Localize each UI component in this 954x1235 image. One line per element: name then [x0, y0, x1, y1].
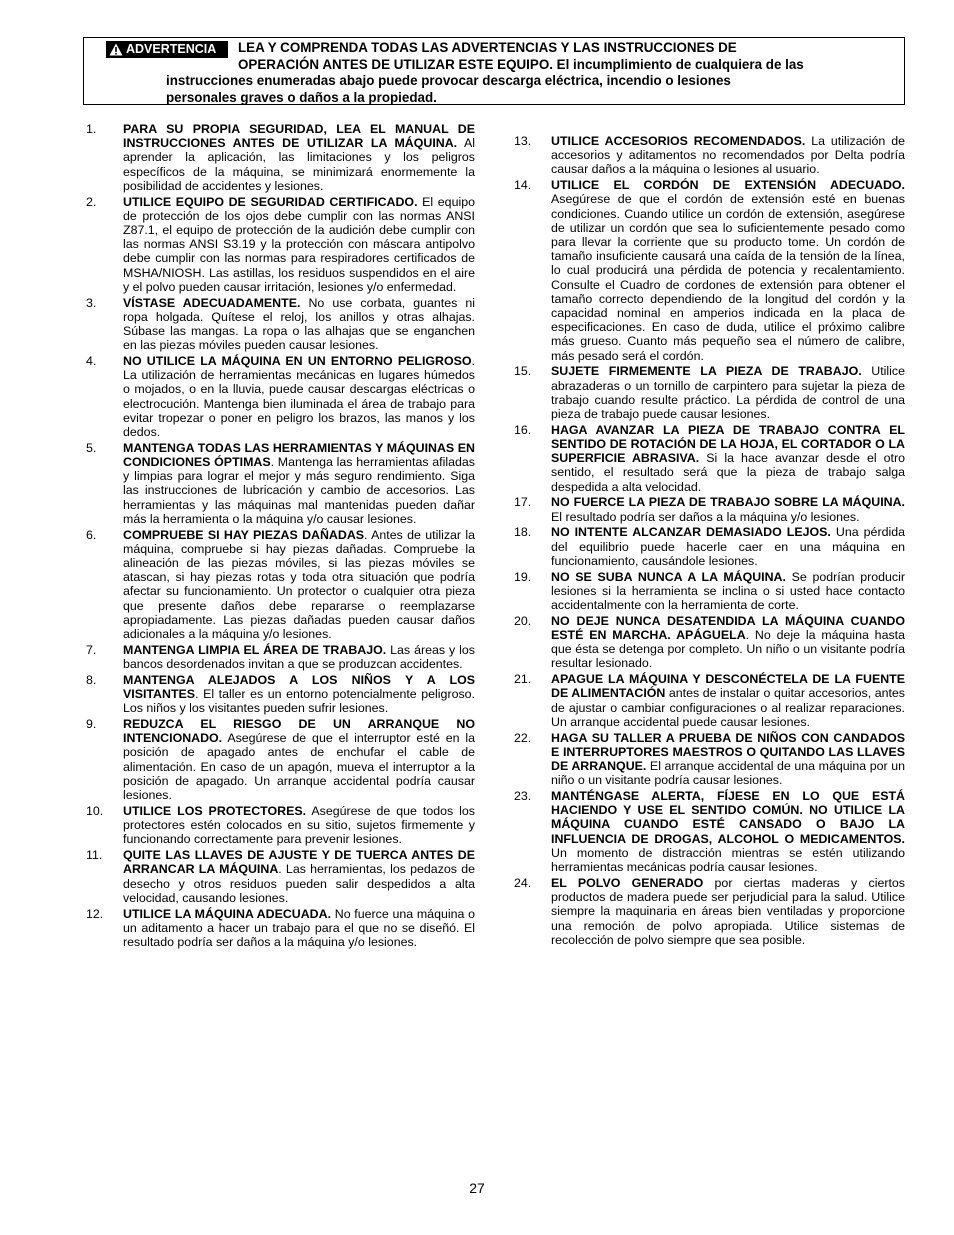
warning-badge-label: ADVERTENCIA: [126, 42, 217, 56]
item-text: Asegúrese de que todos los protectores estén colocados en su sitio, sujetos firmemente y funcionando correctamente para prevenir lesiones.: [123, 803, 475, 847]
item-heading: UTILICE ACCESORIOS RECOMENDADOS.: [551, 134, 806, 148]
list-item: [86, 528, 475, 642]
item-heading: NO DEJE NUNCA DESATENDIDA LA MÁQUINA CUANDO ESTÉ EN MARCHA. APÁGUELA: [551, 613, 905, 643]
list-item: [86, 122, 475, 193]
item-text: . Mantenga las herramientas afiladas y limpias para lograr el mejor y más seguro rendimiento. Siga las instrucciones de lubricación y cambio de accesorios. Las herramientas y las máquinas mal mantenidas pueden dañar más la herramienta o la máquina y/o causar lesiones.: [123, 455, 475, 526]
item-text: . Antes de utilizar la máquina, compruebe si hay piezas dañadas. Compruebe la alineación de las piezas móviles, si las piezas móviles se atascan, si hay piezas rotas y toda otra situación que podría afectar su funcionamiento. Un protector o cualquier otra pieza que presente daños debe repararse o reemplazarse apropiadamente. Las piezas dañadas pueden causar daños adicionales a la máquina y/o lesiones.: [123, 527, 475, 642]
list-item: [514, 178, 905, 363]
list-item: [514, 614, 905, 671]
item-number: 17.: [514, 495, 532, 510]
list-item: [514, 570, 905, 613]
item-heading: MANTENGA ALEJADOS A LOS NIÑOS Y A LOS VISITANTES: [123, 672, 475, 702]
list-item: [86, 296, 475, 353]
item-number: 23.: [514, 789, 532, 804]
item-number: 12.: [86, 906, 104, 921]
warning-line-3: instrucciones enumeradas abajo puede provocar descarga eléctrica, incendio o lesiones: [166, 73, 731, 89]
item-number: 18.: [514, 525, 532, 540]
item-text: Si la hace avanzar desde el otro sentido, el resultado será que la pieza de trabajo salga despedida a alta velocidad.: [551, 451, 905, 494]
item-heading: UTILICE EL CORDÓN DE EXTENSIÓN ADECUADO.: [551, 178, 905, 193]
item-heading: REDUZCA EL RIESGO DE UN ARRANQUE NO INTENCIONADO.: [123, 717, 475, 746]
item-number: 3.: [86, 295, 97, 310]
list-item: [86, 848, 475, 905]
page-number: 27: [469, 1180, 485, 1196]
list-item: [86, 195, 475, 294]
item-number: 21.: [514, 672, 532, 687]
item-heading: UTILICE LA MÁQUINA ADECUADA.: [123, 906, 332, 921]
item-text: Al aprender la aplicación, las limitaciones y los peligros específicos de la máquina, se minimizará enormemente la posibilidad de accidentes y lesiones.: [123, 136, 475, 193]
list-item: [514, 525, 905, 568]
item-text: . La utilización de herramientas mecánicas en lugares húmedos o mojados, o en la lluvia, puede causar descargas eléctricas o electrocución. Mantenga bien iluminada el área de trabajo para evitar tropezar o poner en peligro los brazos, las manos y los dedos.: [123, 354, 475, 440]
warning-triangle-icon: [109, 43, 123, 56]
item-heading: NO INTENTE ALCANZAR DEMASIADO LEJOS.: [551, 525, 831, 540]
item-text: El resultado podría ser daños a la máquina y/o lesiones.: [551, 509, 860, 524]
item-text: Las áreas y los bancos desordenados invitan a que se produzcan accidentes.: [123, 642, 476, 672]
list-item: [86, 673, 475, 716]
item-heading: NO SE SUBA NUNCA A LA MÁQUINA.: [551, 569, 786, 584]
item-number: 24.: [514, 875, 532, 890]
item-heading: PARA SU PROPIA SEGURIDAD, LEA EL MANUAL DE INSTRUCCIONES ANTES DE UTILIZAR LA MÁQUINA.: [123, 122, 475, 151]
item-text: Se podrían producir lesiones si la herramienta se inclina o si usted hace contacto accidentalmente con la herramienta de corte.: [551, 569, 905, 613]
item-text: Utilice abrazaderas o un tornillo de carpintero para sujetar la pieza de trabajo cuando resulte práctico. La pérdida de control de una pieza de trabajo puede causar lesiones.: [551, 364, 905, 422]
item-heading: HAGA AVANZAR LA PIEZA DE TRABAJO CONTRA EL SENTIDO DE ROTACIÓN DE LA HOJA, EL CORTADOR O LA SUPERFICIE ABRASIVA.: [551, 422, 905, 466]
warning-box: [83, 37, 905, 105]
item-text: Asegúrese de que el interruptor esté en la posición de apagado antes de enchufar el cable de alimentación. En caso de un apagón, mueva el interruptor a la posición de apagado. Un arranque accidental podría causar lesiones.: [123, 731, 475, 803]
item-heading: MANTENGA TODAS LAS HERRAMIENTAS Y MÁQUINAS EN CONDICIONES ÓPTIMAS: [123, 440, 475, 470]
item-heading: NO FUERCE LA PIEZA DE TRABAJO SOBRE LA MÁQUINA.: [551, 495, 905, 510]
item-number: 1.: [86, 122, 97, 136]
item-number: 19.: [514, 569, 532, 584]
item-number: 15.: [514, 364, 532, 379]
item-heading: HAGA SU TALLER A PRUEBA DE NIÑOS CON CANDADOS E INTERRUPTORES MAESTROS O QUITANDO LAS LLAVES DE ARRANQUE.: [551, 730, 905, 774]
list-item: [86, 441, 475, 526]
item-number: 6.: [86, 527, 97, 542]
item-number: 13.: [514, 134, 532, 148]
item-heading: VÍSTASE ADECUADAMENTE.: [123, 295, 301, 310]
left-column: [86, 122, 475, 951]
item-number: 9.: [86, 717, 97, 732]
right-column: [514, 134, 905, 949]
item-text: No use corbata, guantes ni ropa holgada. Quítese el reloj, los anillos y otras alhajas. Súbase las mangas. La ropa o las alhajas que se enganchen en las piezas móviles pueden causar lesiones.: [123, 295, 475, 353]
item-number: 11.: [86, 848, 103, 863]
list-item: [514, 731, 905, 788]
item-number: 8.: [86, 672, 97, 687]
list-item: [86, 643, 475, 671]
item-text: Una pérdida del equilibrio puede hacerle caer en una máquina en funcionamiento, causándole lesiones.: [551, 525, 905, 568]
item-text: No fuerce una máquina o un aditamento a hacer un trabajo para el que no se diseñó. El resultado podría ser daños a la máquina y/o lesiones.: [123, 906, 476, 949]
item-heading: QUITE LAS LLAVES DE AJUSTE Y DE TUERCA ANTES DE ARRANCAR LA MÁQUINA: [123, 848, 475, 877]
item-text: El equipo de protección de los ojos debe cumplir con las normas ANSI Z87.1, el equipo de protección de la audición debe cumplir con las normas ANSI S3.19 y la protección con máscara antipolvo debe cumplir con las normas para respiradores certificados de MSHA/NIOSH. Las astillas, los residuos suspendidos en el aire y el polvo pueden causar irritación, lesiones y/o enfermedad.: [123, 194, 475, 294]
item-number: 5.: [86, 440, 97, 455]
item-heading: APAGUE LA MÁQUINA Y DESCONÉCTELA DE LA FUENTE DE ALIMENTACIÓN: [551, 672, 905, 701]
item-heading: EL POLVO GENERADO: [551, 875, 704, 890]
list-item: [514, 423, 905, 494]
item-number: 2.: [86, 194, 97, 209]
warning-line-1: LEA Y COMPRENDA TODAS LAS ADVERTENCIAS Y LAS INSTRUCCIONES DE: [238, 40, 737, 55]
item-heading: COMPRUEBE SI HAY PIEZAS DAÑADAS: [123, 527, 365, 542]
warning-text: [166, 40, 901, 106]
list-item: [86, 717, 475, 802]
list-item: [514, 672, 905, 729]
list-item: [86, 907, 475, 950]
item-number: 10.: [86, 803, 104, 818]
item-text: . No deje la máquina hasta que ésta se detenga por completo. Un niño o un visitante podría resultar lesionado.: [551, 628, 905, 671]
item-number: 20.: [514, 613, 532, 628]
item-text: antes de instalar o quitar accesorios, antes de ajustar o cambiar configuraciones o al realizar reparaciones. Un arranque accidental puede causar lesiones.: [551, 686, 905, 729]
item-text: por ciertas maderas y ciertos productos de madera puede ser perjudicial para la salud. Utilice siempre la maquinaria en áreas bien ventiladas y proporcione una remoción de polvo apropiada. Utilice sistemas de recolección de polvo siempre que sea posible.: [551, 875, 906, 947]
item-number: 14.: [514, 178, 532, 193]
item-text: La utilización de accesorios y aditamentos no recomendados por Delta podría causar daños a la máquina o lesiones al usuario.: [551, 134, 905, 177]
item-text: . Las herramientas, los pedazos de desecho y otros residuos pueden salir despedidos a alta velocidad, causando lesiones.: [123, 862, 475, 905]
item-heading: NO UTILICE LA MÁQUINA EN UN ENTORNO PELIGROSO: [123, 354, 472, 369]
warning-line-4: personales graves o daños a la propiedad.: [166, 89, 437, 105]
item-number: 7.: [86, 642, 97, 657]
item-number: 16.: [514, 422, 532, 437]
list-item: [514, 876, 905, 947]
item-text: Un momento de distracción mientras se estén utilizando herramientas mecánicas podría causar lesiones.: [551, 845, 905, 875]
item-heading: MANTÉNGASE ALERTA, FÍJESE EN LO QUE ESTÁ HACIENDO Y USE EL SENTIDO COMÚN. NO UTILICE LA MÁQUINA CUANDO ESTÉ CANSADO O BAJO LA INFLUENCIA DE DROGAS, ALCOHOL O MEDICAMENTOS.: [551, 789, 905, 846]
item-heading: UTILICE LOS PROTECTORES.: [123, 803, 307, 818]
list-item: [514, 364, 905, 421]
list-item: [514, 134, 905, 177]
item-text: Asegúrese de que el cordón de extensión esté en buenas condiciones. Cuando utilice un cordón de extensión, asegúrese de utilizar un cordón que sea lo suficientemente pesado como para llevar la corriente que su producto tome. Un cordón de tamaño insuficiente causará una caída de la tensión de la línea, lo cual producirá una pérdida de potencia y recalentamiento. Consulte el Cuadro de cordones de extensión para obtener el tamaño correcto dependiendo de la longitud del cordón y la capacidad nominal en amperios indicada en la placa de especificaciones. En caso de duda, utilice el próximo calibre más grueso. Cuanto más pequeño sea el número de calibre, más pesado será el cordón.: [551, 192, 905, 363]
item-heading: SUJETE FIRMEMENTE LA PIEZA DE TRABAJO.: [551, 364, 862, 379]
item-heading: UTILICE EQUIPO DE SEGURIDAD CERTIFICADO.: [123, 194, 418, 209]
item-text: El arranque accidental de una máquina por un niño o un visitante podría causar lesiones.: [551, 759, 905, 788]
list-item: [86, 804, 475, 847]
warning-line-2: OPERACIÓN ANTES DE UTILIZAR ESTE EQUIPO. El incumplimiento de cualquiera de las: [238, 56, 804, 72]
item-text: . El taller es un entorno potencialmente peligroso. Los niños y los visitantes pueden sufrir lesiones.: [123, 687, 475, 716]
item-heading: MANTENGA LIMPIA EL ÁREA DE TRABAJO.: [123, 642, 387, 657]
item-number: 4.: [86, 354, 97, 369]
list-item: [86, 354, 475, 439]
list-item: [514, 495, 905, 523]
list-item: [514, 789, 905, 874]
item-number: 22.: [514, 730, 532, 745]
